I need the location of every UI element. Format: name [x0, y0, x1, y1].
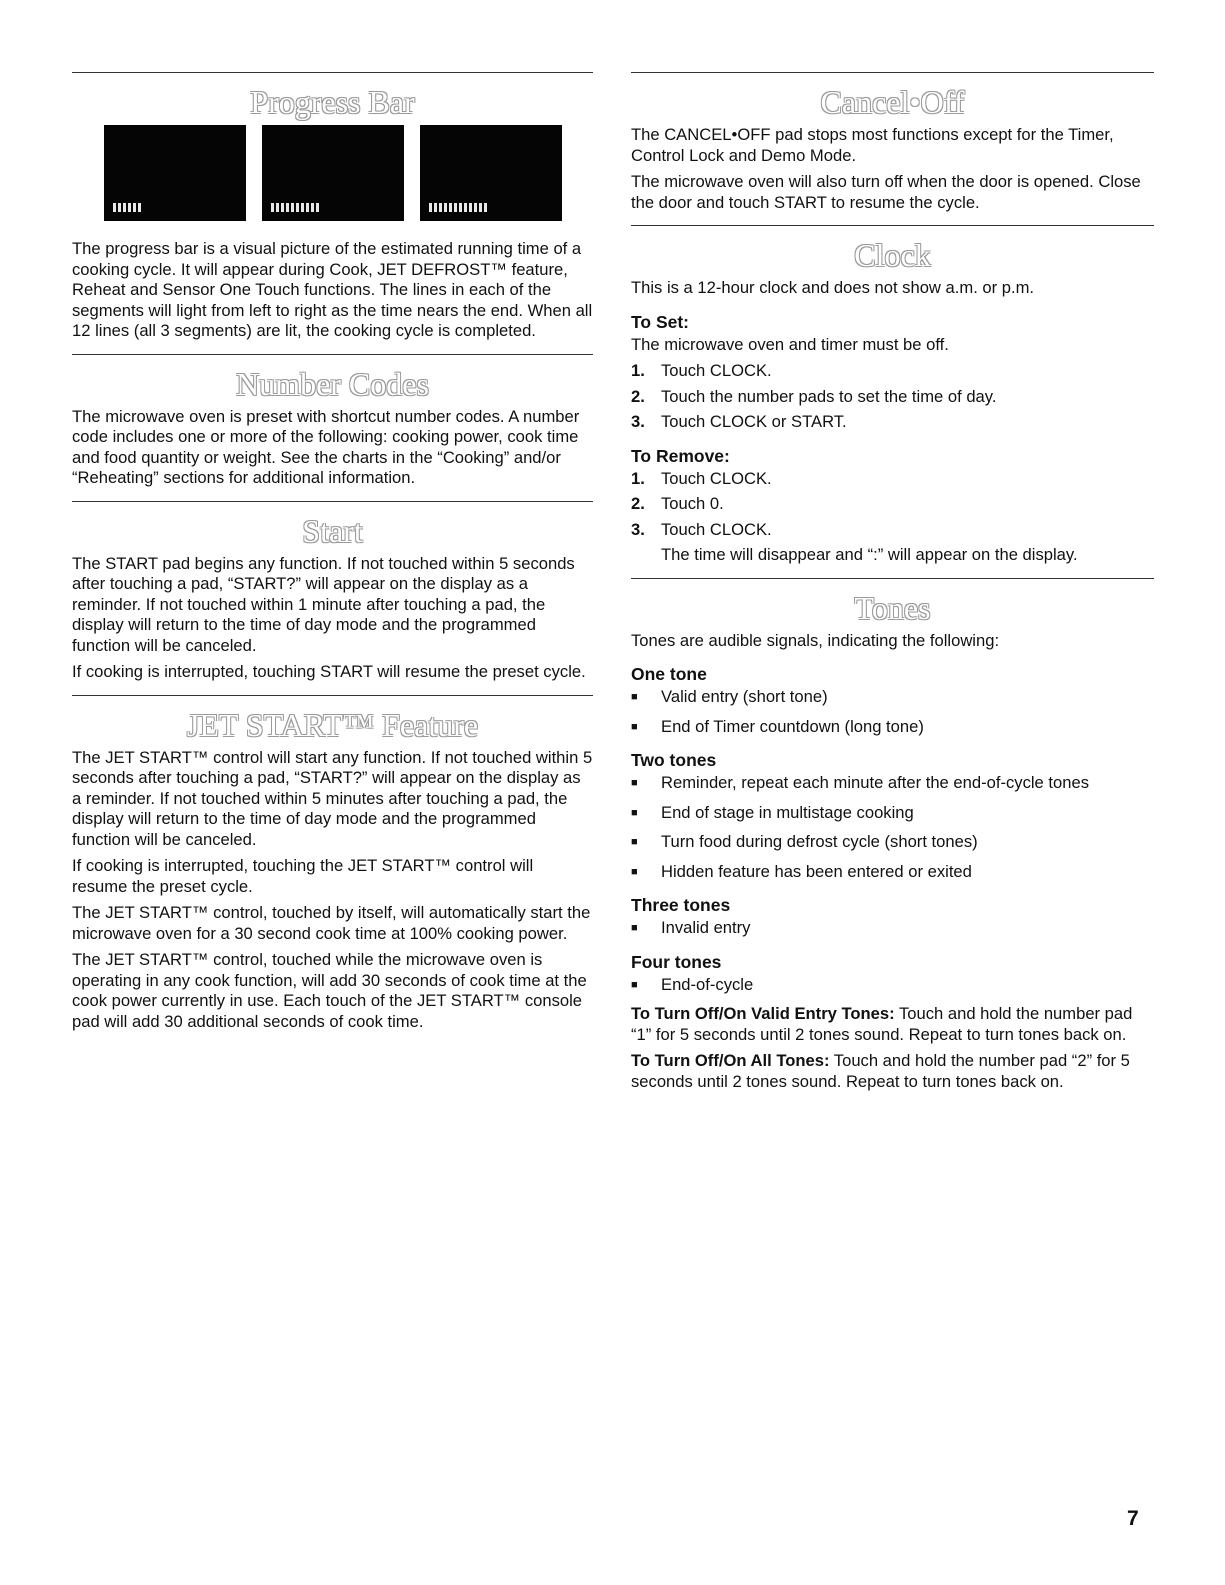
progress-line	[444, 203, 447, 212]
jet-start-paragraph: The JET START™ control will start any function. If not touched within 5 seconds after touching a pad, “START?” will appear on the display as a reminder. If not touched within 5 minutes after touching a pad, the display will return to the time of day mode and the programmed function will be canceled.	[72, 747, 593, 849]
progress-line	[479, 203, 482, 212]
jet-start-paragraph: The JET START™ control, touched by itself, will automatically start the microwave oven for a 30 second cook time at 100% cooking power.	[72, 903, 591, 943]
bullet-icon: ■	[631, 691, 638, 703]
list-item: ■ Hidden feature has been entered or exited	[631, 861, 972, 881]
progress-line	[118, 203, 121, 212]
progress-line	[449, 203, 452, 212]
jet-start-paragraph: If cooking is interrupted, touching the JET START™ control will resume the preset cycle.	[72, 856, 534, 896]
start-paragraph: The START pad begins any function. If not touched within 5 seconds after touching a pad, “START?” will appear on the display as a reminder. If not touched within 1 minute after touching a pad, the display will return to the time of day mode and the programmed function will be canceled.	[72, 553, 575, 655]
clock-section	[631, 225, 1154, 566]
list-item: ■ Reminder, repeat each minute after the end-of-cycle tones	[631, 773, 1089, 792]
bullet-icon: ■	[631, 978, 638, 991]
left-column	[72, 72, 593, 1044]
progress-line	[128, 203, 131, 212]
jet-start-section	[72, 695, 593, 1033]
progress-bar-section	[72, 72, 593, 342]
progress-line	[113, 203, 116, 212]
section-heading: Clock	[854, 237, 931, 273]
section-heading: Progress Bar	[250, 84, 415, 120]
subheading-one-tone: One tone	[631, 664, 707, 684]
progress-display-3	[420, 125, 562, 221]
tone-list	[631, 975, 1154, 996]
step-item: 1. Touch CLOCK.	[631, 361, 772, 380]
bullet-icon: ■	[631, 777, 638, 789]
start-section	[72, 501, 593, 683]
bullet-icon: ■	[631, 836, 638, 848]
cancel-off-paragraph: The microwave oven will also turn off when the door is opened. Close the door and touch START to resume the cycle.	[631, 172, 1141, 212]
section-heading: Start	[302, 512, 363, 549]
tone-list	[631, 687, 1154, 737]
progress-line	[434, 203, 437, 212]
number-codes-section	[72, 354, 593, 489]
right-column	[631, 72, 1154, 1104]
subheading-two-tones: Two tones	[631, 750, 717, 770]
step-item: 3. Touch CLOCK or START.	[631, 412, 847, 431]
tone-list	[631, 918, 1154, 939]
clock-set-note: The microwave oven and timer must be off.	[631, 334, 949, 354]
step-item: 2. Touch the number pads to set the time of day.	[631, 386, 997, 406]
progress-line	[138, 203, 141, 212]
progress-line	[311, 203, 314, 212]
subheading-four-tones: Four tones	[631, 951, 722, 972]
progress-line	[301, 203, 304, 212]
progress-line	[429, 203, 432, 212]
tones-intro: Tones are audible signals, indicating the following:	[631, 630, 1000, 650]
jet-start-paragraph: The JET START™ control, touched while the microwave oven is operating in any cook function, will add 30 seconds of cook time at the cook power currently in use. Each touch of the JET START™ console pad will add 30 additional seconds of cook time.	[72, 950, 587, 1031]
progress-line	[271, 203, 274, 212]
progress-line	[281, 203, 284, 212]
section-heading: Cancel•Off	[820, 84, 965, 120]
list-item: ■ End of Timer countdown (long tone)	[631, 716, 924, 736]
all-tones-instruction: To Turn Off/On All Tones: Touch and hold the number pad “2” for 5 seconds until 2 tones sound. Repeat to turn tones back on.	[631, 1051, 1130, 1091]
progress-bar-body: The progress bar is a visual picture of the estimated running time of a cooking cycle. It will appear during Cook, JET DEFROST™ feature, Reheat and Sensor One Touch functions. The lines in each of the segments will light from left to right as the time nears the end. When all 12 lines (all 3 segments) are lit, the cooking cycle is completed.	[72, 239, 593, 340]
bullet-icon: ■	[631, 720, 638, 733]
progress-line	[123, 203, 126, 212]
list-item: ■ Invalid entry	[631, 918, 751, 937]
progress-line	[474, 203, 477, 212]
clock-remove-steps	[631, 469, 1154, 541]
list-item: ■ End of stage in multistage cooking	[631, 802, 914, 822]
list-item: ■ End-of-cycle	[631, 974, 754, 994]
page-number: 7	[1127, 1507, 1139, 1530]
cancel-off-section	[631, 72, 1154, 213]
progress-line	[459, 203, 462, 212]
bullet-icon: ■	[631, 806, 638, 819]
subheading-three-tones: Three tones	[631, 895, 731, 915]
bullet-icon: ■	[631, 922, 638, 934]
progress-line	[276, 203, 279, 212]
clock-set-steps	[631, 361, 1154, 433]
subheading-to-set: To Set:	[631, 311, 690, 332]
progress-line	[286, 203, 289, 212]
step-item: 2. Touch 0.	[631, 494, 724, 513]
tone-list	[631, 773, 1154, 882]
tones-section	[631, 578, 1154, 1093]
clock-remove-note: The time will disappear and “:” will appear on the display.	[661, 545, 1078, 564]
clock-intro: This is a 12-hour clock and does not show a.m. or p.m.	[631, 278, 1035, 297]
list-item: ■ Turn food during defrost cycle (short tones)	[631, 832, 978, 851]
progress-bar-illustration	[72, 125, 593, 221]
subheading-to-remove: To Remove:	[631, 445, 730, 466]
section-heading: Tones	[854, 589, 931, 626]
progress-line	[291, 203, 294, 212]
progress-line	[306, 203, 309, 212]
progress-line	[454, 203, 457, 212]
valid-entry-tones-instruction: To Turn Off/On Valid Entry Tones: Touch and hold the number pad “1” for 5 seconds until 2 tones sound. Repeat to turn tones back on.	[631, 1004, 1133, 1044]
step-item: 3. Touch CLOCK.	[631, 519, 772, 539]
progress-display-2	[262, 125, 404, 221]
list-item: ■ Valid entry (short tone)	[631, 687, 828, 706]
progress-line	[484, 203, 487, 212]
progress-line	[464, 203, 467, 212]
progress-line	[439, 203, 442, 212]
progress-display-1	[104, 125, 246, 221]
progress-line	[469, 203, 472, 212]
progress-line	[316, 203, 319, 212]
section-heading: JET START™ Feature	[186, 706, 479, 743]
progress-line	[133, 203, 136, 212]
start-paragraph: If cooking is interrupted, touching START will resume the preset cycle.	[72, 662, 586, 681]
progress-line	[296, 203, 299, 212]
cancel-off-paragraph: The CANCEL•OFF pad stops most functions except for the Timer, Control Lock and Demo Mode.	[631, 125, 1114, 165]
bullet-icon: ■	[631, 865, 638, 878]
section-heading: Number Codes	[236, 365, 429, 402]
number-codes-body: The microwave oven is preset with shortcut number codes. A number code includes one or more of the following: cooking power, cook time and food quantity or weight. See the charts in the “Cooking” and/or “Reheating” sections for additional information.	[72, 406, 580, 487]
step-item: 1. Touch CLOCK.	[631, 468, 772, 488]
